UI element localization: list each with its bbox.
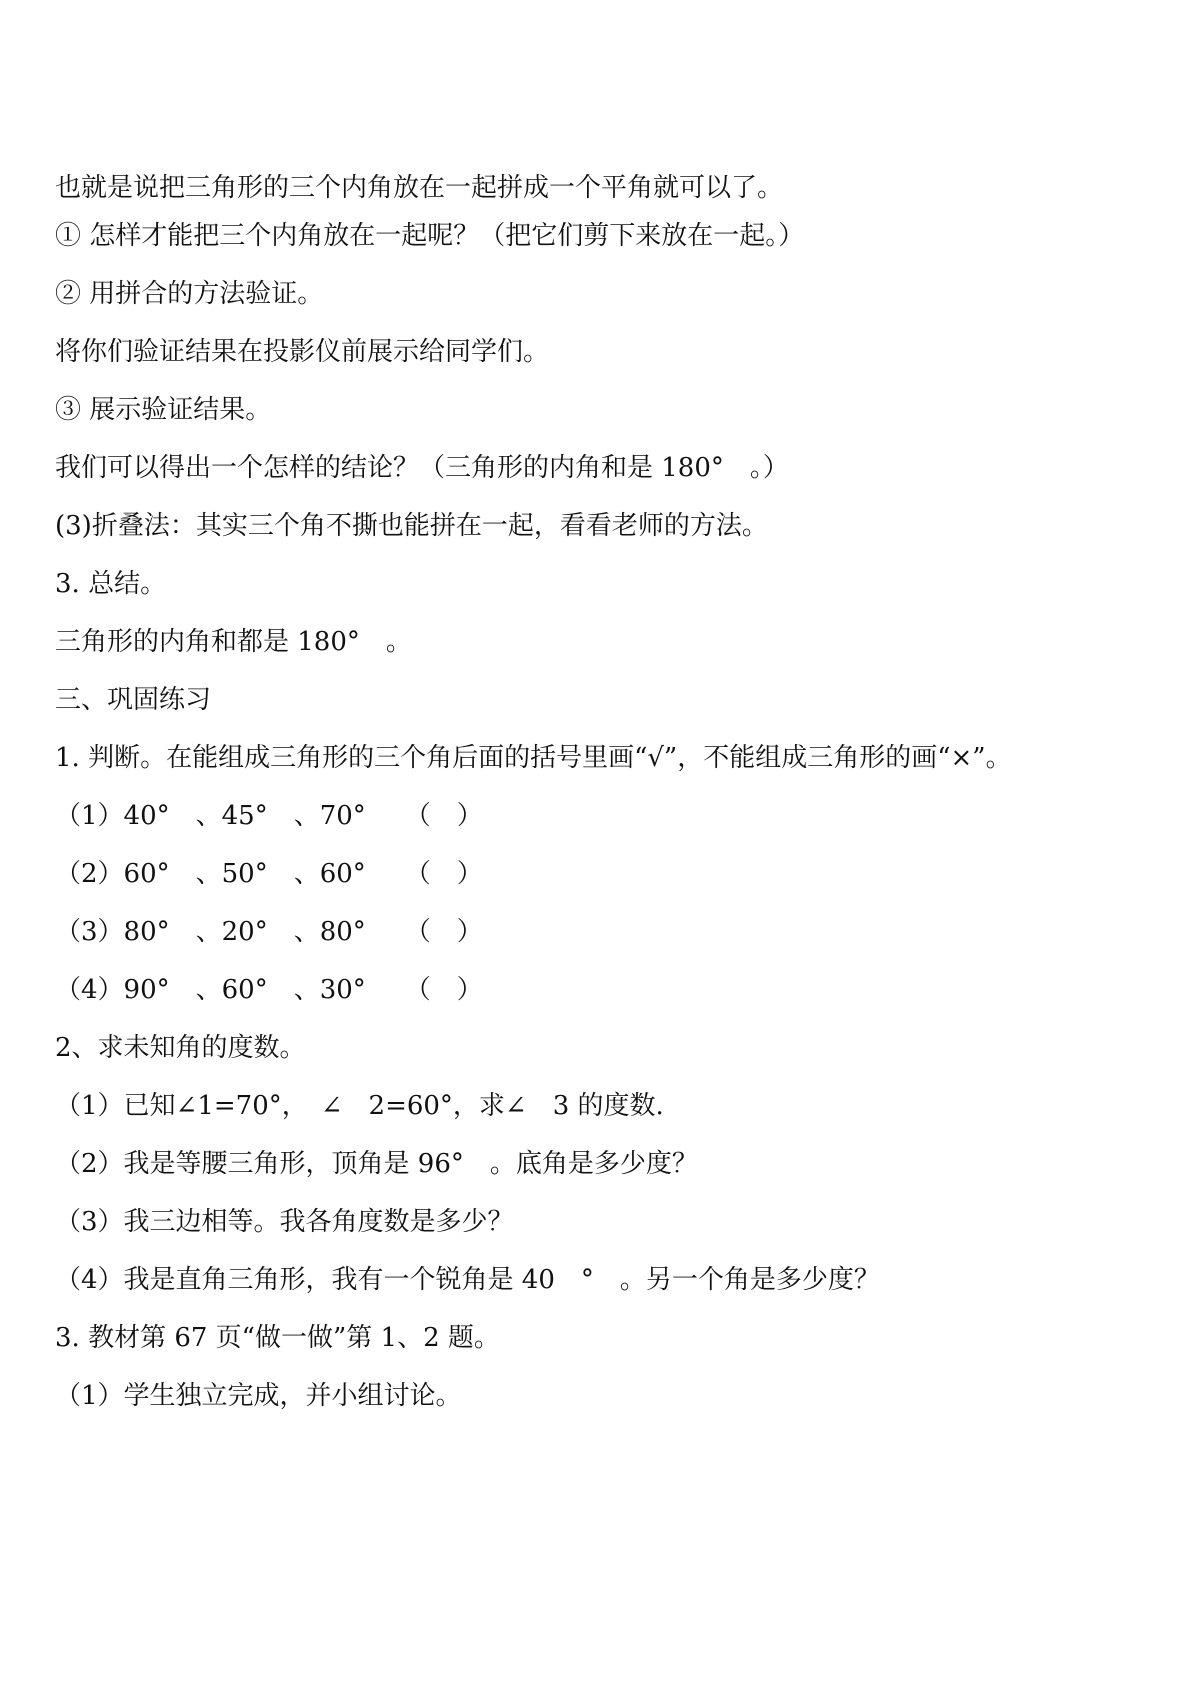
exercise-3-heading: 3. 教材第 67 页“做一做”第 1、2 题。: [55, 1323, 500, 1353]
exercise-2-heading: 2、求未知角的度数。: [55, 1033, 306, 1063]
exercise-2-item-3: （3）我三边相等。我各角度数是多少？: [55, 1207, 514, 1237]
text-line-projector: 将你们验证结果在投影仪前展示给同学们。: [55, 337, 550, 367]
exercise-1-item-1: （1）40° 、45° 、70° （ ）: [55, 801, 483, 831]
text-line-folding-method: (3)折叠法：其实三个角不撕也能拼在一起，看看老师的方法。: [55, 511, 768, 541]
exercise-2-item-2: （2）我是等腰三角形，顶角是 96° 。底角是多少度？: [55, 1149, 698, 1179]
exercise-1-item-2: （2）60° 、50° 、60° （ ）: [55, 859, 483, 889]
text-line-question-conclusion: 我们可以得出一个怎样的结论？（三角形的内角和是 180° 。）: [55, 453, 789, 483]
exercise-2-item-1: （1）已知∠1=70°， ∠ 2=60°，求∠ 3 的度数.: [55, 1091, 664, 1121]
exercise-1-item-3: （3）80° 、20° 、80° （ ）: [55, 917, 483, 947]
exercise-2-item-4: （4）我是直角三角形，我有一个锐角是 40 ° 。另一个角是多少度？: [55, 1265, 880, 1295]
exercise-1-item-4: （4）90° 、60° 、30° （ ）: [55, 975, 483, 1005]
text-line-conclusion-straight-angle: 也就是说把三角形的三个内角放在一起拼成一个平角就可以了。: [55, 173, 784, 203]
text-line-step-2: ② 用拼合的方法验证。: [55, 279, 324, 309]
section-heading-practice: 三、巩固练习: [55, 685, 212, 715]
exercise-3-item-1: （1）学生独立完成，并小组讨论。: [55, 1381, 462, 1411]
section-heading-summary: 3. 总结。: [55, 569, 167, 599]
exercise-1-instruction: 1. 判断。在能组成三角形的三个角后面的括号里画“√”，不能组成三角形的画“×”。: [55, 743, 1012, 773]
text-line-step-1: ① 怎样才能把三个内角放在一起呢？（把它们剪下来放在一起。）: [55, 221, 805, 251]
text-line-angle-sum: 三角形的内角和都是 180° 。: [55, 627, 412, 657]
text-line-step-3: ③ 展示验证结果。: [55, 395, 272, 425]
